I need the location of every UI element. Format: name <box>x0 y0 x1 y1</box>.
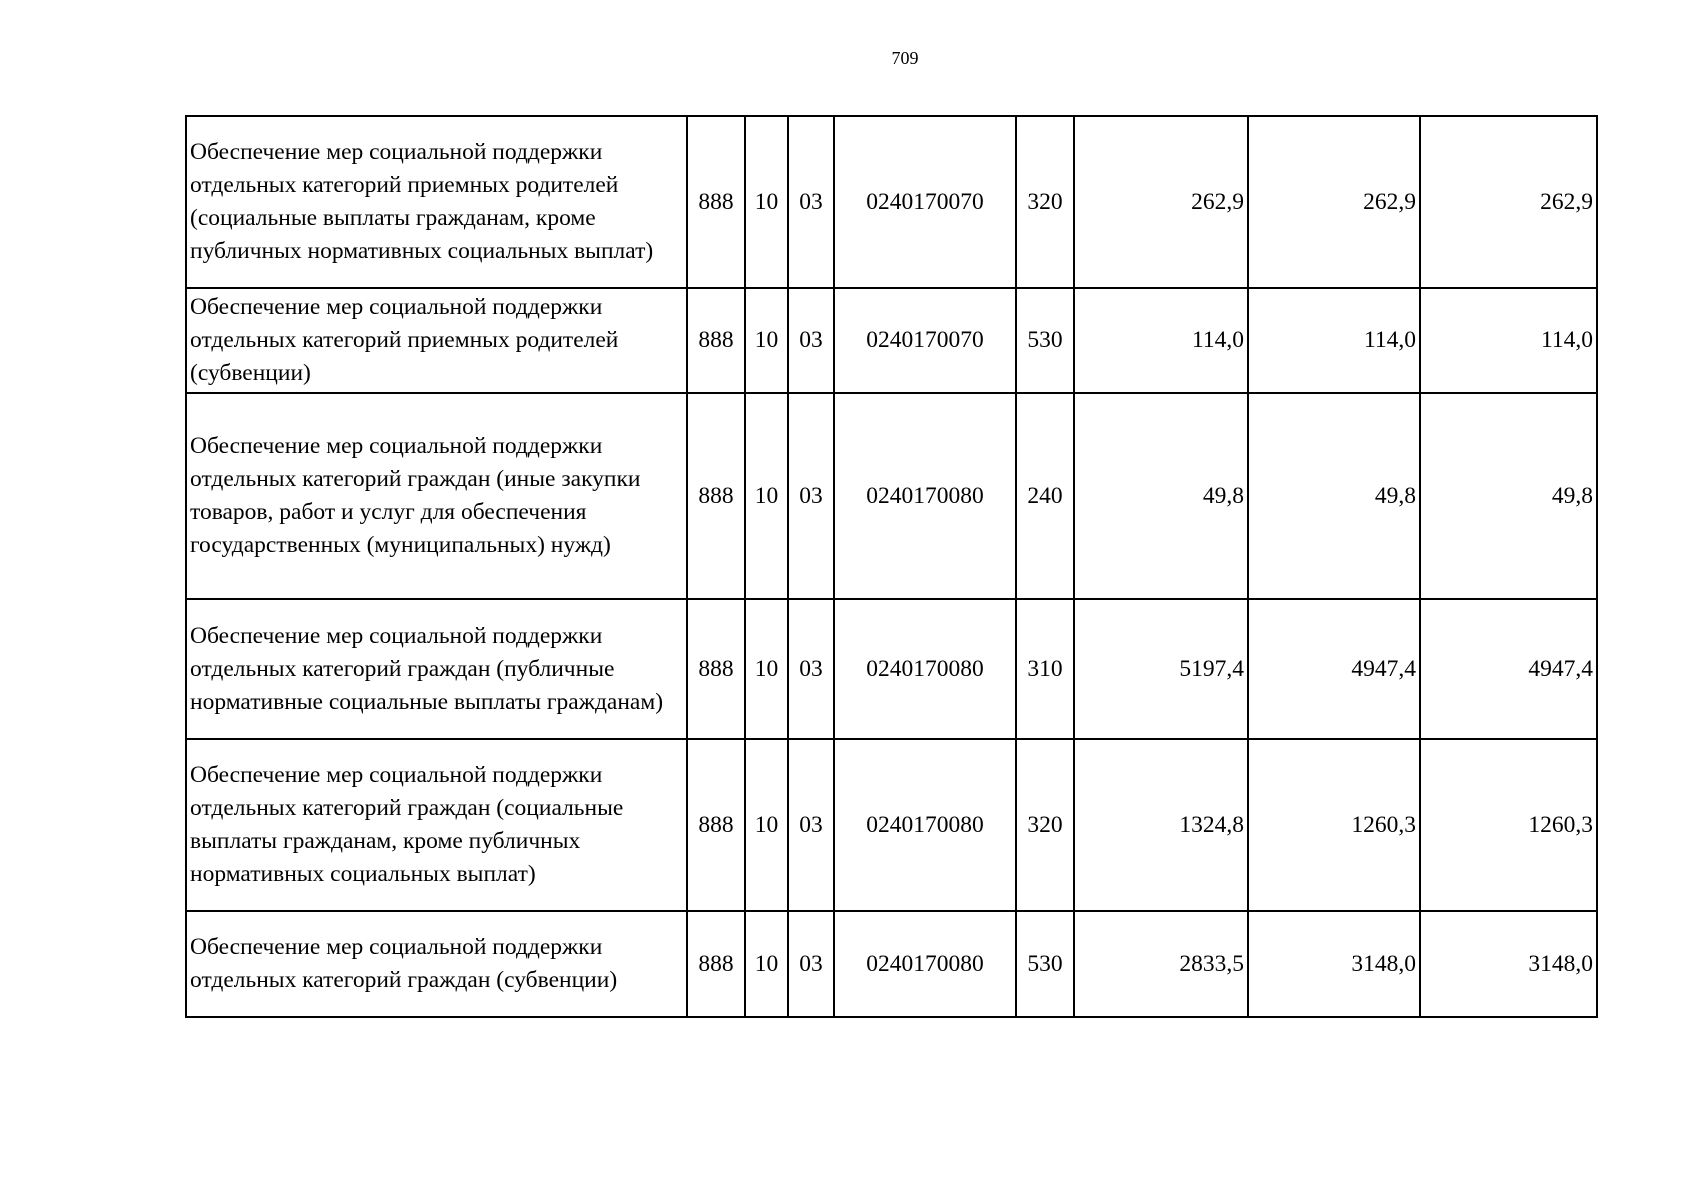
amount-year-3: 262,9 <box>1420 116 1597 288</box>
ved-code: 888 <box>687 599 745 739</box>
section-code: 10 <box>745 393 788 599</box>
amount-year-1: 1324,8 <box>1074 739 1248 911</box>
target-article-code: 0240170070 <box>834 288 1016 393</box>
section-code: 10 <box>745 739 788 911</box>
amount-year-3: 3148,0 <box>1420 911 1597 1017</box>
target-article-code: 0240170080 <box>834 393 1016 599</box>
amount-year-2: 1260,3 <box>1248 739 1420 911</box>
subsection-code: 03 <box>788 393 834 599</box>
table-row <box>186 393 1597 599</box>
amount-year-3: 4947,4 <box>1420 599 1597 739</box>
amount-year-3: 1260,3 <box>1420 739 1597 911</box>
row-description: Обеспечение мер социальной поддержки отдельных категорий граждан (субвенции) <box>186 911 687 1017</box>
expense-type-code: 320 <box>1016 739 1074 911</box>
ved-code: 888 <box>687 739 745 911</box>
expense-type-code: 530 <box>1016 288 1074 393</box>
table-row <box>186 739 1597 911</box>
amount-year-2: 4947,4 <box>1248 599 1420 739</box>
amount-year-3: 49,8 <box>1420 393 1597 599</box>
section-code: 10 <box>745 911 788 1017</box>
amount-year-2: 49,8 <box>1248 393 1420 599</box>
ved-code: 888 <box>687 911 745 1017</box>
row-description: Обеспечение мер социальной поддержки отдельных категорий граждан (социальные выплаты гражданам, кроме публичных нормативных социальных выплат) <box>186 739 687 911</box>
row-description: Обеспечение мер социальной поддержки отдельных категорий приемных родителей (социальные выплаты гражданам, кроме публичных нормативных социальных выплат) <box>186 116 687 288</box>
expense-type-code: 310 <box>1016 599 1074 739</box>
section-code: 10 <box>745 116 788 288</box>
table-row <box>186 599 1597 739</box>
amount-year-1: 262,9 <box>1074 116 1248 288</box>
ved-code: 888 <box>687 393 745 599</box>
amount-year-2: 262,9 <box>1248 116 1420 288</box>
table-row <box>186 288 1597 393</box>
amount-year-3: 114,0 <box>1420 288 1597 393</box>
page-number: 709 <box>891 48 919 68</box>
budget-table <box>185 115 1598 1018</box>
expense-type-code: 530 <box>1016 911 1074 1017</box>
subsection-code: 03 <box>788 288 834 393</box>
amount-year-2: 114,0 <box>1248 288 1420 393</box>
expense-type-code: 240 <box>1016 393 1074 599</box>
target-article-code: 0240170080 <box>834 599 1016 739</box>
section-code: 10 <box>745 599 788 739</box>
target-article-code: 0240170080 <box>834 739 1016 911</box>
table-row <box>186 911 1597 1017</box>
target-article-code: 0240170080 <box>834 911 1016 1017</box>
amount-year-1: 114,0 <box>1074 288 1248 393</box>
ved-code: 888 <box>687 116 745 288</box>
subsection-code: 03 <box>788 599 834 739</box>
ved-code: 888 <box>687 288 745 393</box>
row-description: Обеспечение мер социальной поддержки отдельных категорий приемных родителей (субвенции) <box>186 288 687 393</box>
target-article-code: 0240170070 <box>834 116 1016 288</box>
row-description: Обеспечение мер социальной поддержки отдельных категорий граждан (публичные нормативные социальные выплаты гражданам) <box>186 599 687 739</box>
table-row <box>186 116 1597 288</box>
subsection-code: 03 <box>788 116 834 288</box>
expense-type-code: 320 <box>1016 116 1074 288</box>
subsection-code: 03 <box>788 739 834 911</box>
subsection-code: 03 <box>788 911 834 1017</box>
amount-year-1: 5197,4 <box>1074 599 1248 739</box>
amount-year-1: 49,8 <box>1074 393 1248 599</box>
section-code: 10 <box>745 288 788 393</box>
amount-year-1: 2833,5 <box>1074 911 1248 1017</box>
row-description: Обеспечение мер социальной поддержки отдельных категорий граждан (иные закупки товаров, работ и услуг для обеспечения государственных (муниципальных) нужд) <box>186 393 687 599</box>
amount-year-2: 3148,0 <box>1248 911 1420 1017</box>
